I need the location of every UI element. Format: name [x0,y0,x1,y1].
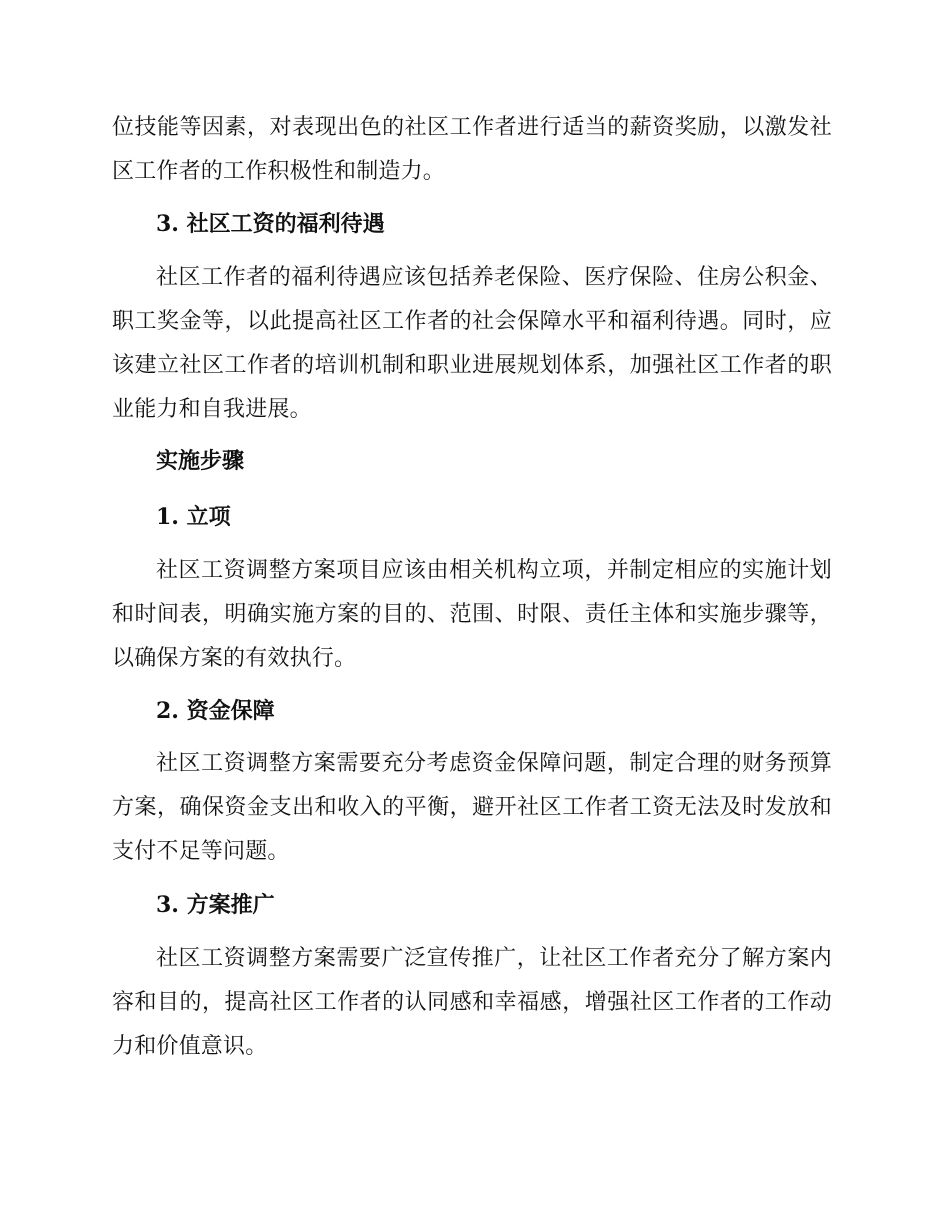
heading-implementation-steps: 实施步骤 [156,448,245,474]
heading-promotion: 3. 方案推广 [156,892,275,918]
heading-project-initiation: 1. 立项 [156,504,231,530]
paragraph-welfare: 社区工作者的福利待遇应该包括养老保险、医疗保险、住房公积金、职工奖金等，以此提高社区工作者的社会保障水平和福利待遇。同时，应该建立社区工作者的培训机制和职业进展规划体系，加强社区工作者的职业能力和自我进展。 [112,265,832,422]
paragraph-funding: 社区工资调整方案需要充分考虑资金保障问题，制定合理的财务预算方案，确保资金支出和收入的平衡，避开社区工作者工资无法及时发放和支付不足等问题。 [112,751,832,864]
paragraph-project-initiation: 社区工资调整方案项目应该由相关机构立项，并制定相应的实施计划和时间表，明确实施方案的目的、范围、时限、责任主体和实施步骤等，以确保方案的有效执行。 [112,558,832,671]
heading-funding: 2. 资金保障 [156,698,275,724]
paragraph-promotion: 社区工资调整方案需要广泛宣传推广，让社区工作者充分了解方案内容和目的，提高社区工作者的认同感和幸福感，增强社区工作者的工作动力和价值意识。 [112,946,832,1059]
heading-welfare: 3. 社区工资的福利待遇 [156,211,385,237]
paragraph-salary-reward: 位技能等因素，对表现出色的社区工作者进行适当的薪资奖励，以激发社区工作者的工作积极性和制造力。 [112,115,832,184]
